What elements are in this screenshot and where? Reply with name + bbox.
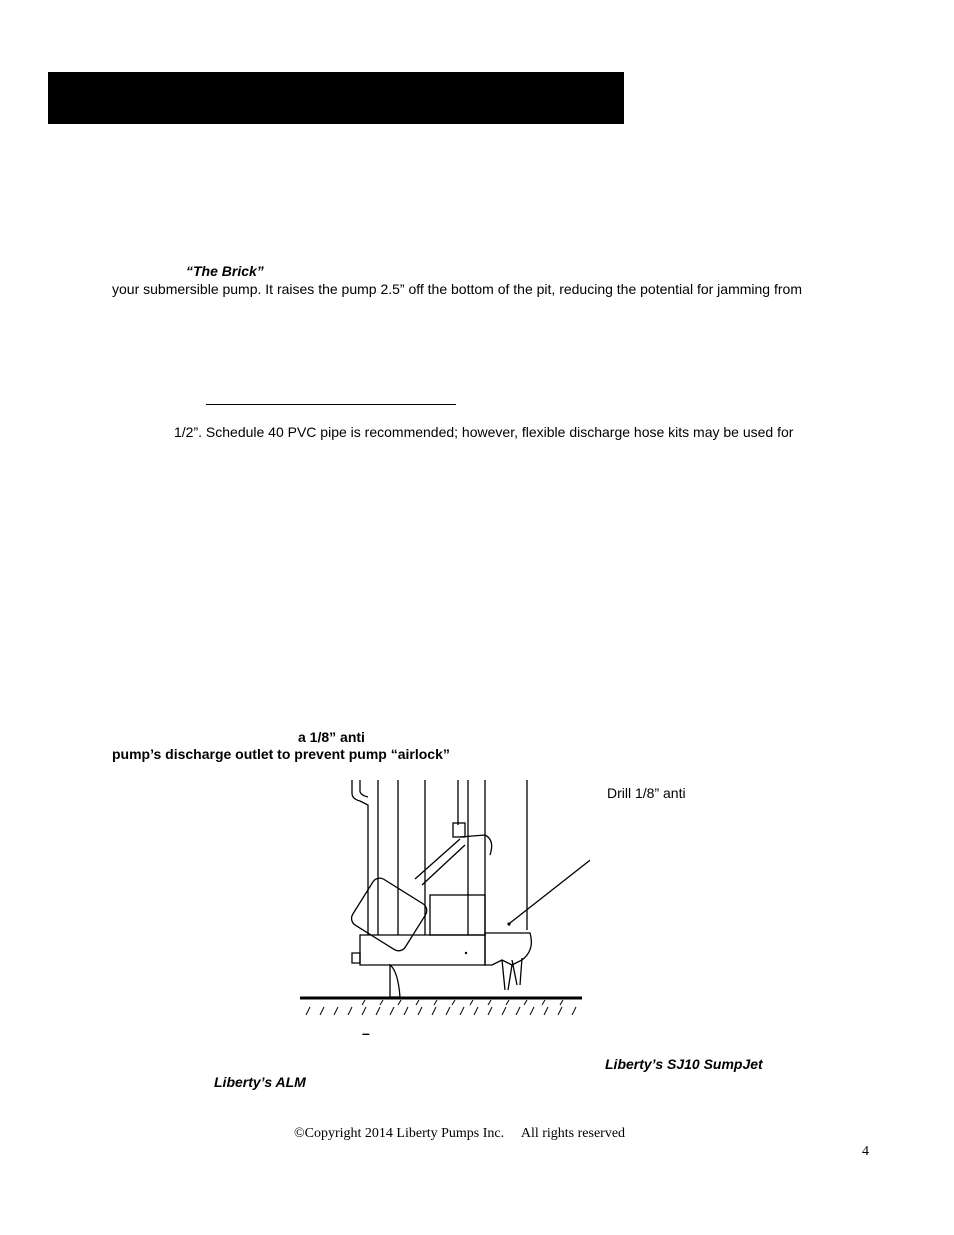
pump-diagram [290, 775, 590, 1025]
pump-motor-housing [430, 895, 485, 935]
page-number: 4 [862, 1144, 869, 1159]
float-switch [349, 875, 430, 954]
figure-dash: – [362, 1025, 370, 1041]
drill-callout-label: Drill 1/8” anti [607, 785, 686, 801]
underline-rule [206, 404, 456, 405]
discharge-paragraph-line: 1/2”. Schedule 40 PVC pipe is recommended; however, flexible discharge hose kits may be used for [174, 424, 794, 440]
airlock-hole-marker [507, 922, 510, 925]
callout-leader-line [510, 850, 590, 923]
pump-foot [390, 965, 400, 997]
anti-airlock-text-line-1: a 1/8” anti [298, 729, 365, 745]
ground-hatching [306, 1000, 576, 1015]
pipe-clamp [453, 823, 465, 837]
pump-volute [485, 933, 531, 965]
caption-alm: Liberty’s ALM [214, 1074, 306, 1090]
section-header-bar [48, 72, 624, 124]
brick-label: “The Brick” [186, 263, 264, 279]
brick-paragraph-line: your submersible pump. It raises the pump 2.5” off the bottom of the pit, reducing the potential for jamming from [112, 281, 802, 297]
caption-sumpjet: Liberty’s SJ10 SumpJet [605, 1056, 763, 1072]
anti-airlock-text-line-2: pump’s discharge outlet to prevent pump “airlock” [112, 746, 450, 762]
copyright-notice: ©Copyright 2014 Liberty Pumps Inc. All rights reserved [294, 1126, 626, 1141]
